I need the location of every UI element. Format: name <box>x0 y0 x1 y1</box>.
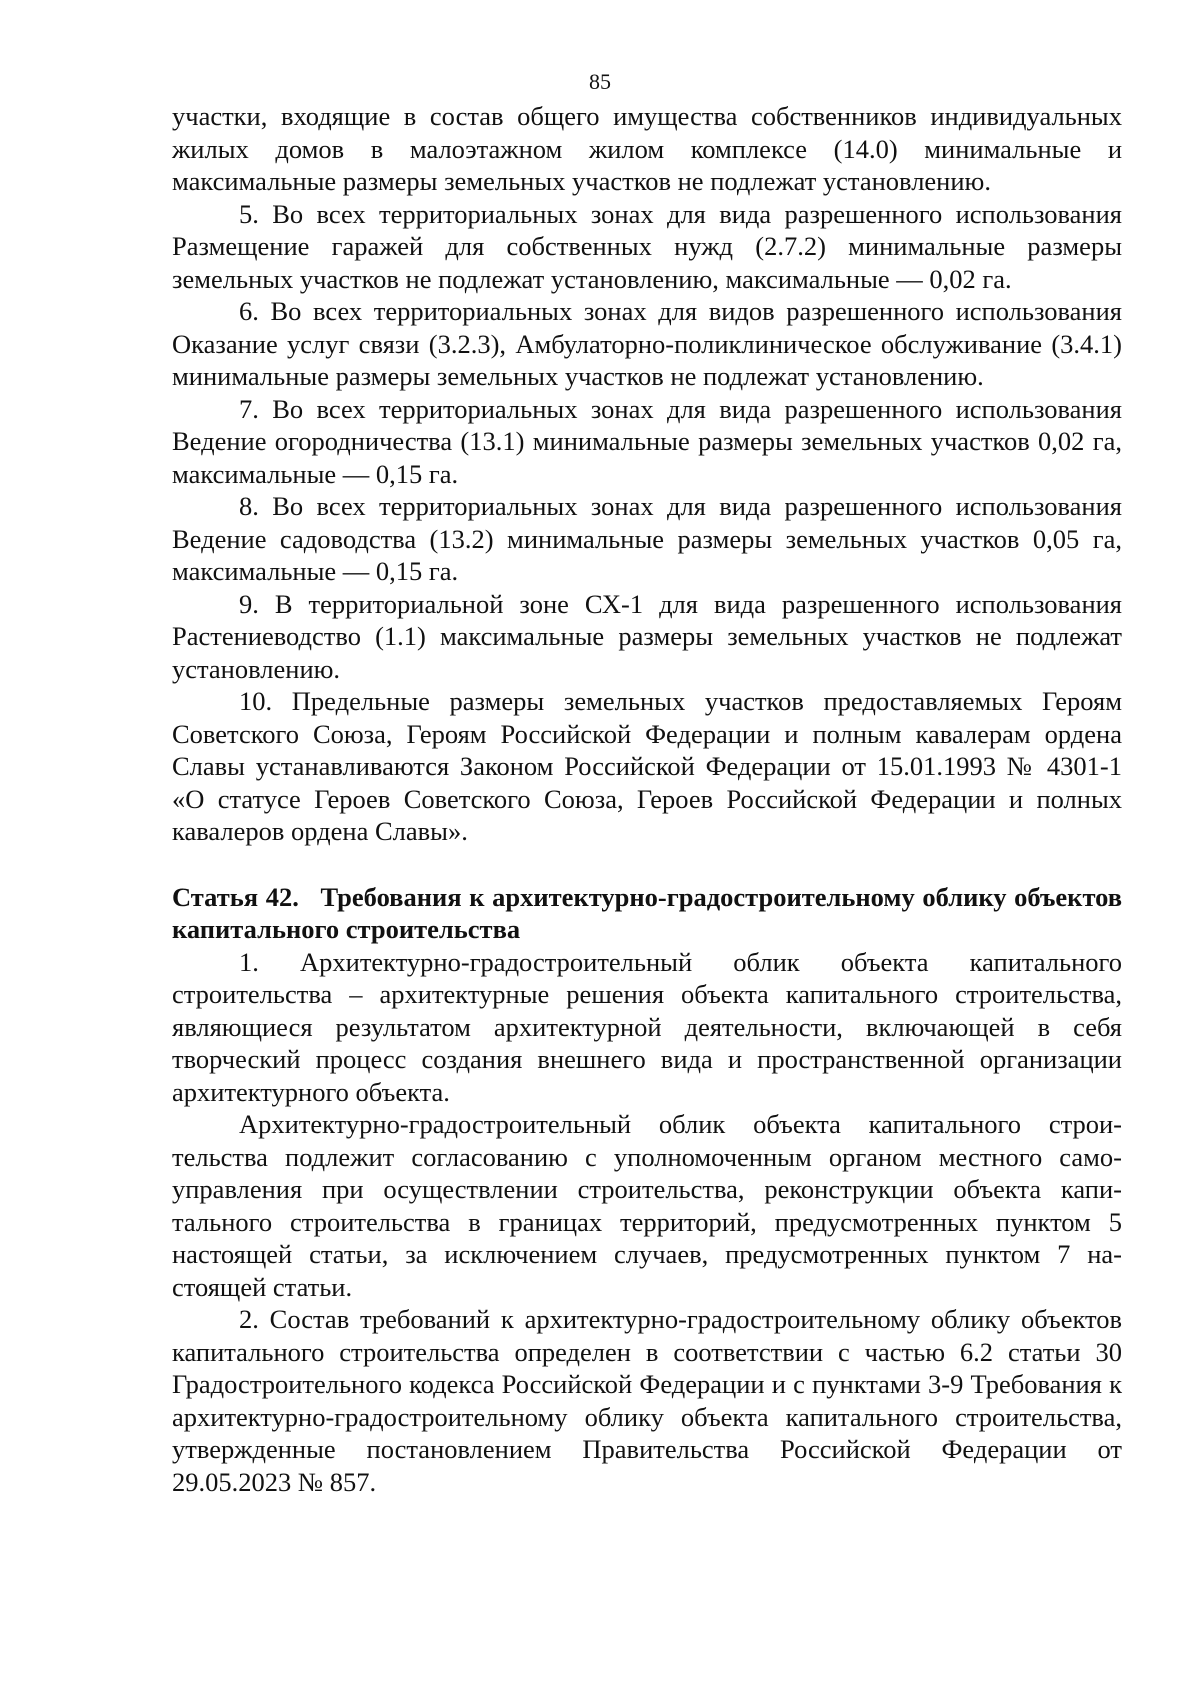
paragraph-item-8: 8. Во всех территориальных зонах для вида разрешенного использования Ведение садоводства (13.2) минимальные размеры земельных участков 0,05 га, максимальные — 0,15 га. <box>172 491 1122 586</box>
article-paragraph-2: 2. Состав требований к архитектурно-градостроительному облику объектов капитального строительства определен в соответствии с частью 6.2 статьи 30 Градостроительного кодекса Российской Федерации и с пунктами 3-9 Требования к архитектурно-градостроительному облику объекта капитального строительства, утвержденные постановлением Правительства Российской Федерации от 29.05.2023 № 857. <box>172 1304 1122 1497</box>
article-heading <box>172 881 1122 946</box>
paragraph-item-6: 6. Во всех территориальных зонах для видов разрешенного использования Оказание услуг связи (3.2.3), Амбулаторно-поликлиническое обслуживание (3.4.1) минимальные размеры земельных участков не подлежат установлению. <box>172 296 1122 391</box>
paragraph-item-7: 7. Во всех территориальных зонах для вида разрешенного использования Ведение огородничества (13.1) минимальные размеры земельных участков 0,02 га, максимальные — 0,15 га. <box>172 393 1122 489</box>
article-paragraph-1-continued: Архитектурно-градостроительный облик объекта капитального строительства подлежит согласованию с уполномоченным органом местного самоуправления при осуществлении строительства, реконструкции объекта капитального строительства в границах территорий, предусмотренных пунктом 5 настоящей статьи, за исключением случаев, предусмотренных пунктом 7 настоящей статьи. <box>172 1109 1122 1302</box>
paragraph-item-10: 10. Предельные размеры земельных участков предоставляемых Героям Советского Союза, Героям Российской Федерации и полным кавалерам ордена Славы устанавливаются Законом Российской Федерации от 15.01.1993 № 4301-1 «О статусе Героев Советского Союза, Героев Российской Федерации и полных кавалеров ордена Славы». <box>172 686 1122 846</box>
document-body <box>172 100 1122 1498</box>
article-paragraph-1: 1. Архитектурно-градостроительный облик объекта капитального строительства – архитектурные решения объекта капитального строительства, являющиеся результатом архитектурной деятельности, включающей в себя творческий процесс создания внешнего вида и пространственной организации архитектурного объекта. <box>172 946 1122 1107</box>
article-number: Статья 42. <box>172 881 299 912</box>
paragraph-continuation: участки, входящие в состав общего имущества собственников индивидуальных жилых домов в малоэтажном жилом комплексе (14.0) минимальные и максимальные размеры земельных участков не подлежат установлению. <box>172 101 1122 196</box>
paragraph-item-5: 5. Во всех территориальных зонах для вида разрешенного использования Размещение гаражей для собственных нужд (2.7.2) минимальные размеры земельных участков не подлежат установлению, максимальные — 0,02 га. <box>172 198 1122 294</box>
article-title: Требования к архитектурно-градостроительному облику объектов капитального строительства <box>172 881 1123 944</box>
paragraph-item-9: 9. В территориальной зоне СХ-1 для вида разрешенного использования Растениеводство (1.1) максимальные размеры земельных участков не подлежат установлению. <box>172 588 1122 684</box>
page-number: 85 <box>589 69 611 94</box>
